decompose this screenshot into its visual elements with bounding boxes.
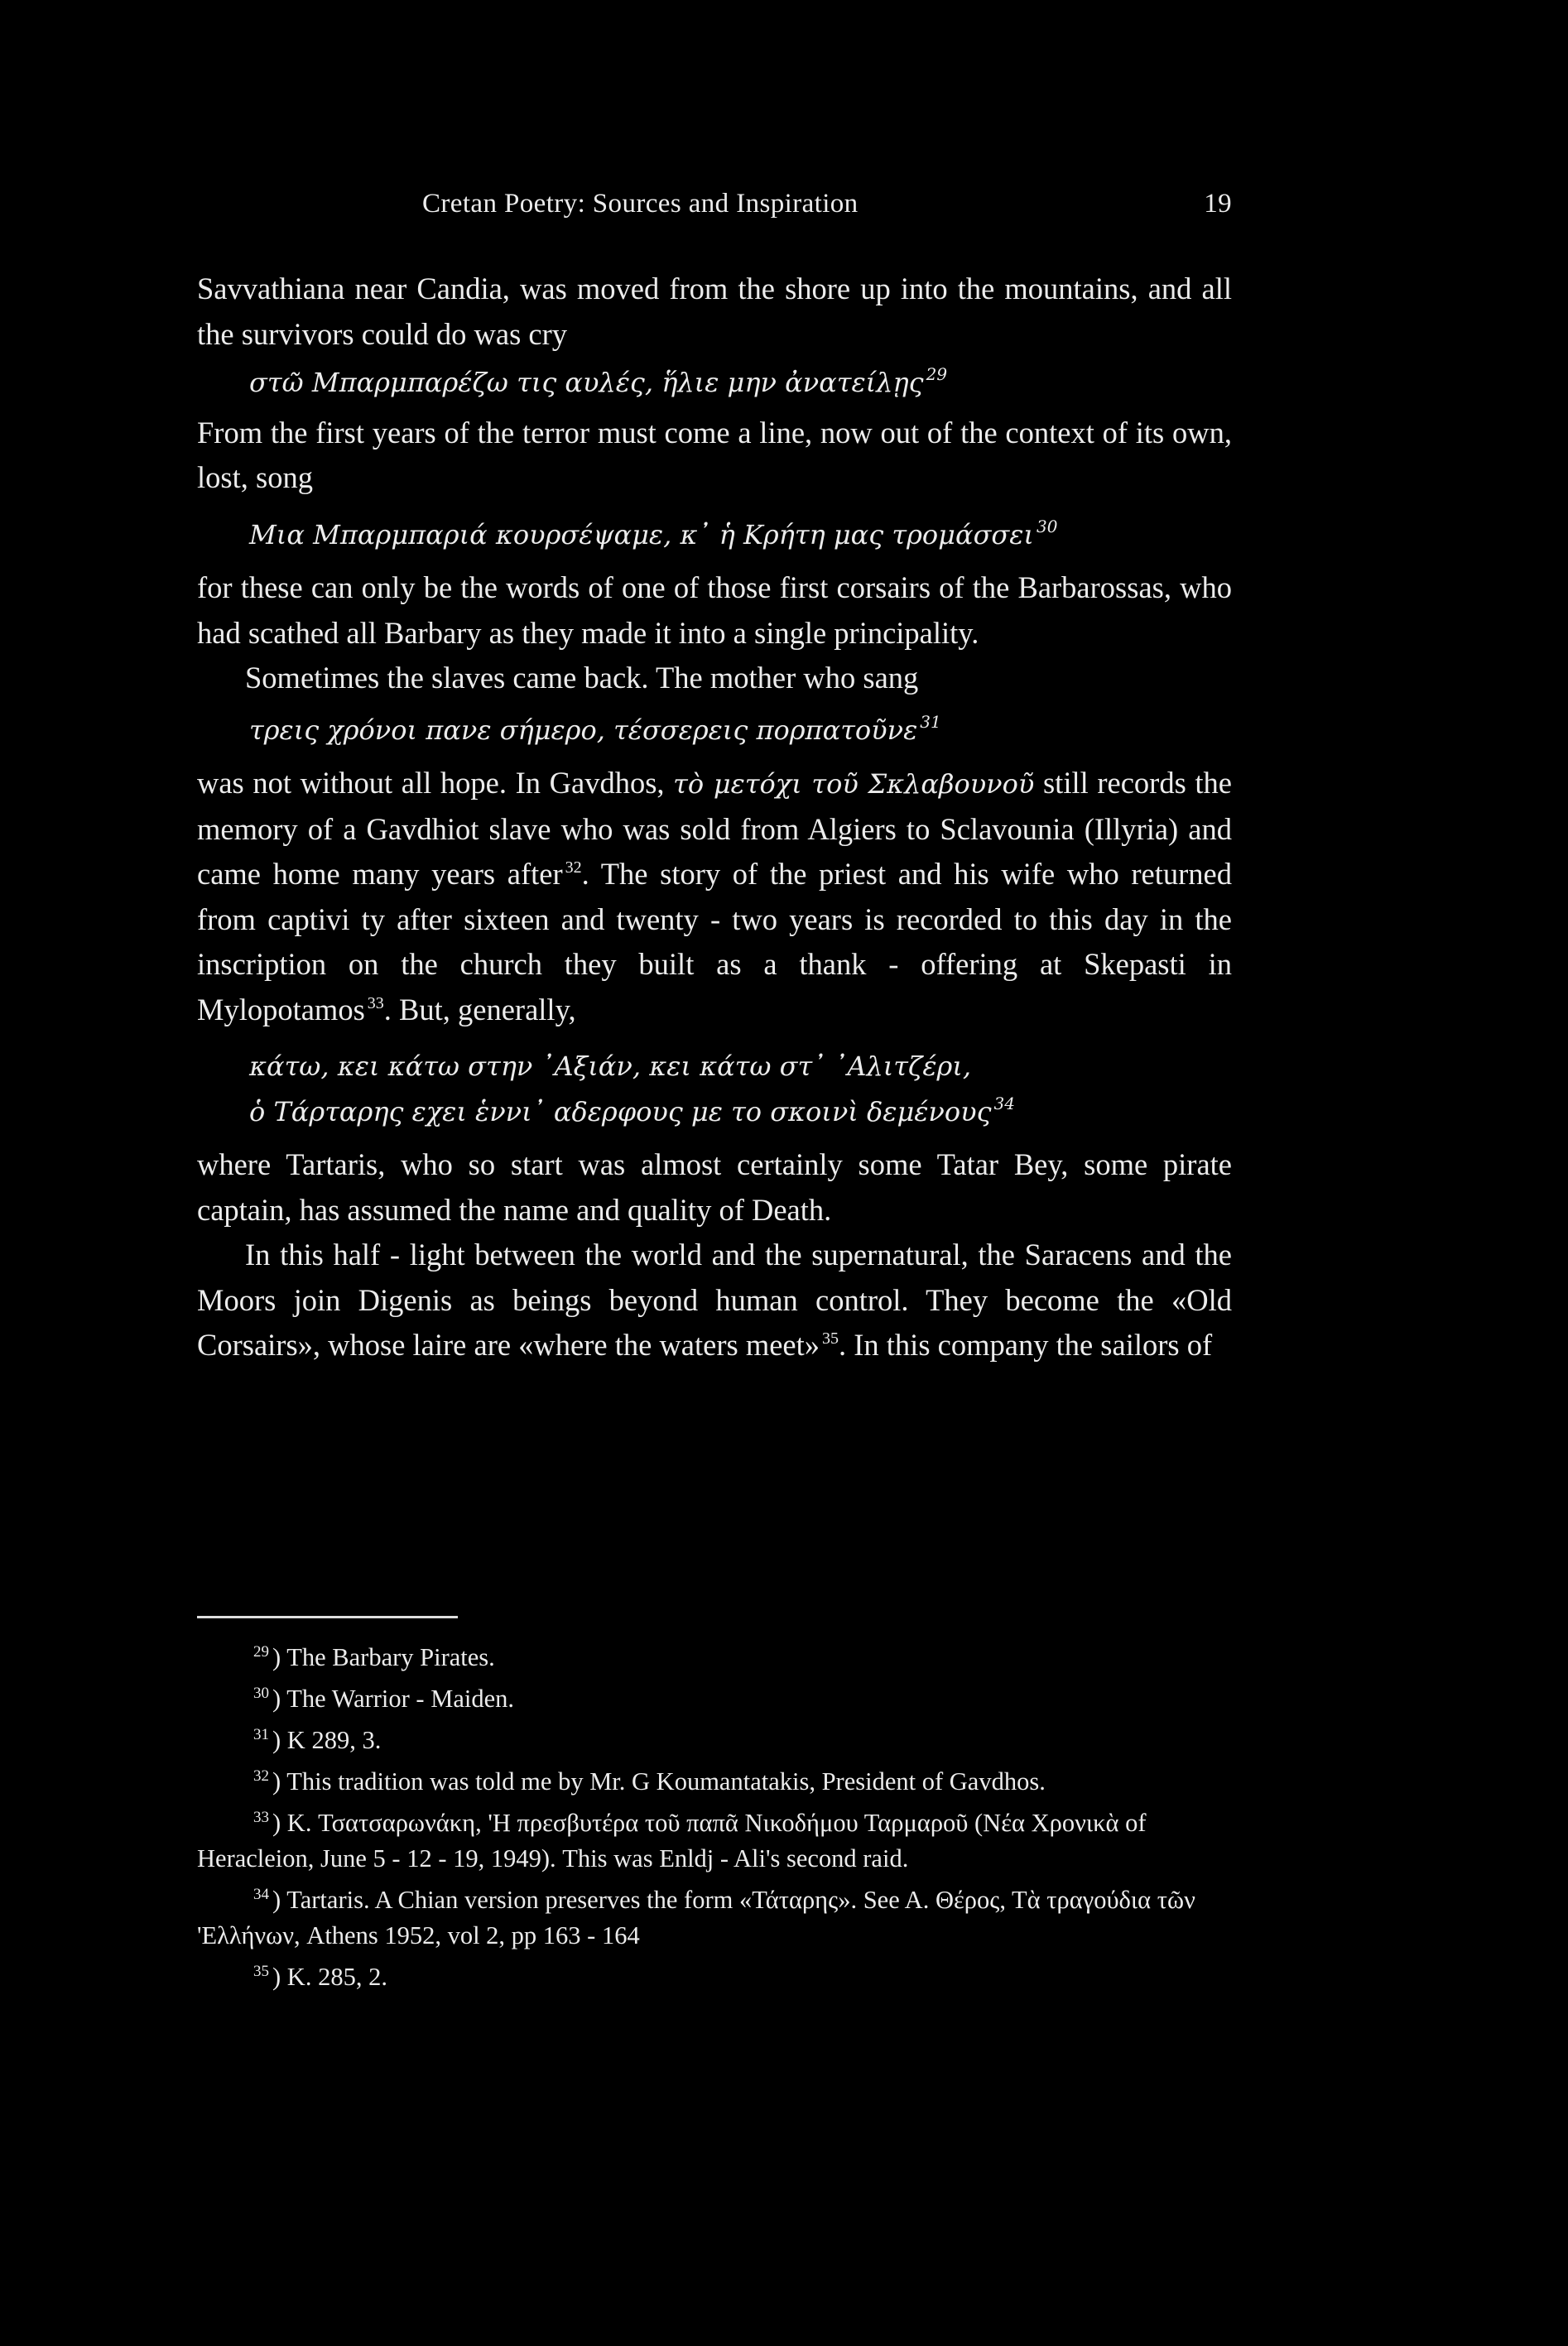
footnote-text: K. Τσατσαρωνάκη, 'Η πρεσβυτέρα τοῦ παπᾶ Νικοδήμου Ταρμαροῦ (Νέα Χρονικὰ of Heracleion, June 5 - 12 - 19, 1949). This was Enldj - Ali's second raid. (197, 1809, 1147, 1872)
paragraph-6: where Tartaris, who so start was almost certainly some Tatar Bey, some pirate captain, has assumed the name and quality of Death. (197, 1147, 1232, 1227)
document-page (197, 0, 1232, 2346)
paragraph-7-text-a: In this half - light between the world and the supernatural, the Saracens and the Moors join Digenis as beings beyond human control. They become the «Old Corsairs», whose laire are «where the waters meet» (197, 1238, 1232, 1362)
footnote-ref-30: 30 (1036, 516, 1058, 536)
footnote-number: 31 (253, 1726, 269, 1743)
footnotes (197, 1634, 1232, 1995)
verse-4-line-1: κάτω, κει κάτω στην ᾿Αξιάν, κει κάτω στ᾽ ᾿Αλιτζέρι, (249, 1050, 972, 1082)
footnote-number: 33 (253, 1809, 269, 1826)
paragraph-7-text-b: . In this company the sailors of (839, 1328, 1213, 1362)
verse-2-text: Μια Μπαρμπαριά κουρσέψαμε, κ᾽ ἡ Κρήτη μας τρομάσσει (249, 518, 1034, 550)
footnote-ref-33: 33 (367, 993, 384, 1012)
verse-4-text: ὁ Τάρταρης εχει ἑννι᾽ αδερφους με το σκοινὶ δεμένους (249, 1095, 992, 1127)
footnote-29: $^{29}$ ) The Barbary Pirates. (253, 1643, 495, 1671)
paragraph-5 (197, 761, 1232, 1032)
paragraph-5-greek: τὸ μετόχι τοῦ Σκλαβουνοῦ (673, 768, 1035, 800)
footnote-text: This tradition was told me by Mr. G Koumantatakis, President of Gavdhos. (286, 1767, 1046, 1796)
footnote-34: $^{34}$ ) Tartaris. A Chian version preserves the form «Τάταρης». See A. Θέρος, Τὰ τραγούδια τῶν 'Ελλήνων, Athens 1952, vol 2, pp 163 - 164 (197, 1886, 1195, 1949)
footnote-33: $^{33}$ ) K. Τσατσαρωνάκη, 'Η πρεσβυτέρα τοῦ παπᾶ Νικοδήμου Ταρμαροῦ (Νέα Χρονικὰ of Heracleion, June 5 - 12 - 19, 1949). This was Enldj - Ali's second raid. (197, 1809, 1147, 1872)
main-text (197, 267, 1232, 1368)
paragraph-2: From the first years of the terror must come a line, now out of the context of its own, lost, song (197, 415, 1232, 494)
footnote-ref-31: 31 (920, 711, 941, 732)
verse-3-text: τρεις χρόνοι πανε σήμερο, τέσσερεις πορπατοῦνε (249, 714, 918, 746)
page-number: 19 (1204, 189, 1232, 219)
footnote-ref-32: 32 (565, 858, 582, 877)
footnote-text: The Warrior - Maiden. (286, 1685, 515, 1713)
footnote-ref-29: 29 (926, 364, 948, 384)
footnote-text: Tartaris. A Chian version preserves the form «Τάταρης». See A. Θέρος, Τὰ τραγούδια τῶν 'Ελλήνων, Athens 1952, vol 2, pp 163 - 164 (197, 1886, 1195, 1949)
footnote-number: 29 (253, 1643, 269, 1661)
footnote-35: $^{35}$ ) K. 285, 2. (253, 1963, 387, 1991)
running-title: Cretan Poetry: Sources and Inspiration (422, 189, 859, 219)
footnote-text: The Barbary Pirates. (286, 1643, 495, 1671)
footnote-31: $^{31}$ ) K 289, 3. (253, 1726, 382, 1754)
verse-1-text: στῶ Μπαρμπαρέζω τις αυλές, ἥλιε μην ἀνατείλῃς (249, 367, 924, 398)
paragraph-5-text-c: . The story of the priest and his wife who returned from captivi ty after sixteen and twenty - two years is recorded to this day in the inscription on the church they built as a thank - offering at Skepasti in Mylopotamos (197, 857, 1232, 1026)
footnote-separator (197, 1616, 458, 1618)
footnote-text: K 289, 3. (286, 1726, 382, 1754)
verse-2 (197, 512, 1232, 558)
footnote-number: 35 (253, 1963, 269, 1980)
footnote-number: 34 (253, 1886, 269, 1903)
footnote-number: 32 (253, 1767, 269, 1785)
paragraph-4: Sometimes the slaves came back. The mother who sang (245, 661, 919, 695)
footnote-32: $^{32}$ ) This tradition was told me by Mr. G Koumantatakis, President of Gavdhos. (253, 1767, 1046, 1796)
footnote-number: 30 (253, 1685, 269, 1702)
paragraph-5-text-a: was not without all hope. In Gavdhos, (197, 766, 665, 800)
paragraph-5-text-b: still records the memory of a Gavdhiot slave who was sold from Algiers to Sclavounia (Illyria) and came home many years after (197, 766, 1232, 891)
paragraph-5-text-d: . But, generally, (383, 992, 576, 1026)
paragraph-1: Savvathiana near Candia, was moved from the shore up into the mountains, and all the survivors could do was cry (197, 272, 1232, 351)
paragraph-3: for these can only be the words of one of those first corsairs of the Barbarossas, who had scathed all Barbary as they made it into a single principality. (197, 570, 1232, 650)
verse-3 (197, 708, 1232, 753)
footnote-ref-34: 34 (993, 1093, 1015, 1113)
paragraph-7 (197, 1233, 1232, 1368)
footnote-30: $^{30}$ ) The Warrior - Maiden. (253, 1685, 515, 1713)
verse-1 (197, 360, 1232, 406)
verse-4-line-2 (197, 1089, 1232, 1135)
footnote-ref-35: 35 (822, 1329, 839, 1348)
footnote-text: K. 285, 2. (286, 1963, 387, 1991)
